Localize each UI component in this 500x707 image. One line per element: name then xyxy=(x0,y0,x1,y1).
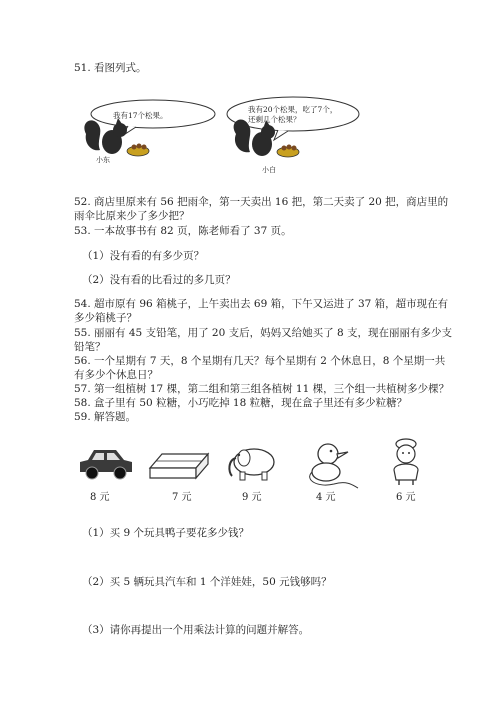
q51-name-right: 小白 xyxy=(262,166,276,174)
q51-title: 51. 看图列式。 xyxy=(74,62,147,74)
toy-elephant-icon xyxy=(224,444,280,482)
doll-icon xyxy=(386,436,426,486)
q56-line2: 有多少个休息日？ xyxy=(74,369,158,381)
q55-line2: 铅笔？ xyxy=(74,341,106,353)
q59-sub1: （1）买 9 个玩具鸭子要花多少钱？ xyxy=(82,527,250,539)
q51-bubble-right-line2: 还剩几个松果？ xyxy=(248,115,301,124)
q59-title: 59. 解答题。 xyxy=(74,411,137,423)
doll-price: 6 元 xyxy=(396,492,416,503)
q53-sub2: （2）没有看的比看过的多几页？ xyxy=(82,274,236,286)
q54-line1: 54. 超市原有 96 箱桃子，上午卖出去 69 箱，下午又运进了 37 箱，超市现在有 xyxy=(74,298,449,310)
pencil-box-price: 7 元 xyxy=(172,492,192,503)
q54-line2: 多少箱桃子？ xyxy=(74,312,137,324)
q56-line1: 56. 一个星期有 7 天，8 个星期有几天？每个星期有 2 个休息日，8 个星期一共 xyxy=(74,355,446,367)
q53-line1: 53. 一本故事书有 82 页，陈老师看了 37 页。 xyxy=(74,225,292,237)
q51-bubble-right-line1: 我有20个松果，吃了7个， xyxy=(248,105,338,114)
toy-car-price: 8 元 xyxy=(90,492,110,503)
toy-duck-price: 4 元 xyxy=(316,492,336,503)
q58-line1: 58. 盒子里有 50 粒糖，小巧吃掉 18 粒糖，现在盒子里还有多少粒糖？ xyxy=(74,397,408,409)
q51-bubble-left: 我有17个松果。 xyxy=(113,111,168,120)
q52-line2: 雨伞比原来少了多少把？ xyxy=(74,210,190,222)
q59-sub3: （3）请你再提出一个用乘法计算的问题并解答。 xyxy=(82,624,310,636)
q59-sub2: （2）买 5 辆玩具汽车和 1 个洋娃娃，50 元钱够吗？ xyxy=(82,576,332,588)
pencil-box-icon xyxy=(148,448,210,480)
toy-car-icon xyxy=(76,446,134,482)
q55-line1: 55. 丽丽有 45 支铅笔，用了 20 支后，妈妈又给她买了 8 支，现在丽丽有多少支 xyxy=(74,327,452,339)
q52-line1: 52. 商店里原来有 56 把雨伞，第一天卖出 16 把，第二天卖了 20 把，商店里的 xyxy=(74,196,449,208)
q51-name-left: 小东 xyxy=(96,156,110,164)
toy-elephant-price: 9 元 xyxy=(242,492,262,503)
toy-duck-icon xyxy=(304,440,360,490)
q57-line1: 57. 第一组植树 17 棵，第二组和第三组各植树 11 棵，三个组一共植树多少棵？ xyxy=(74,383,450,395)
q53-sub1: （1）没有看的有多少页？ xyxy=(82,250,205,262)
